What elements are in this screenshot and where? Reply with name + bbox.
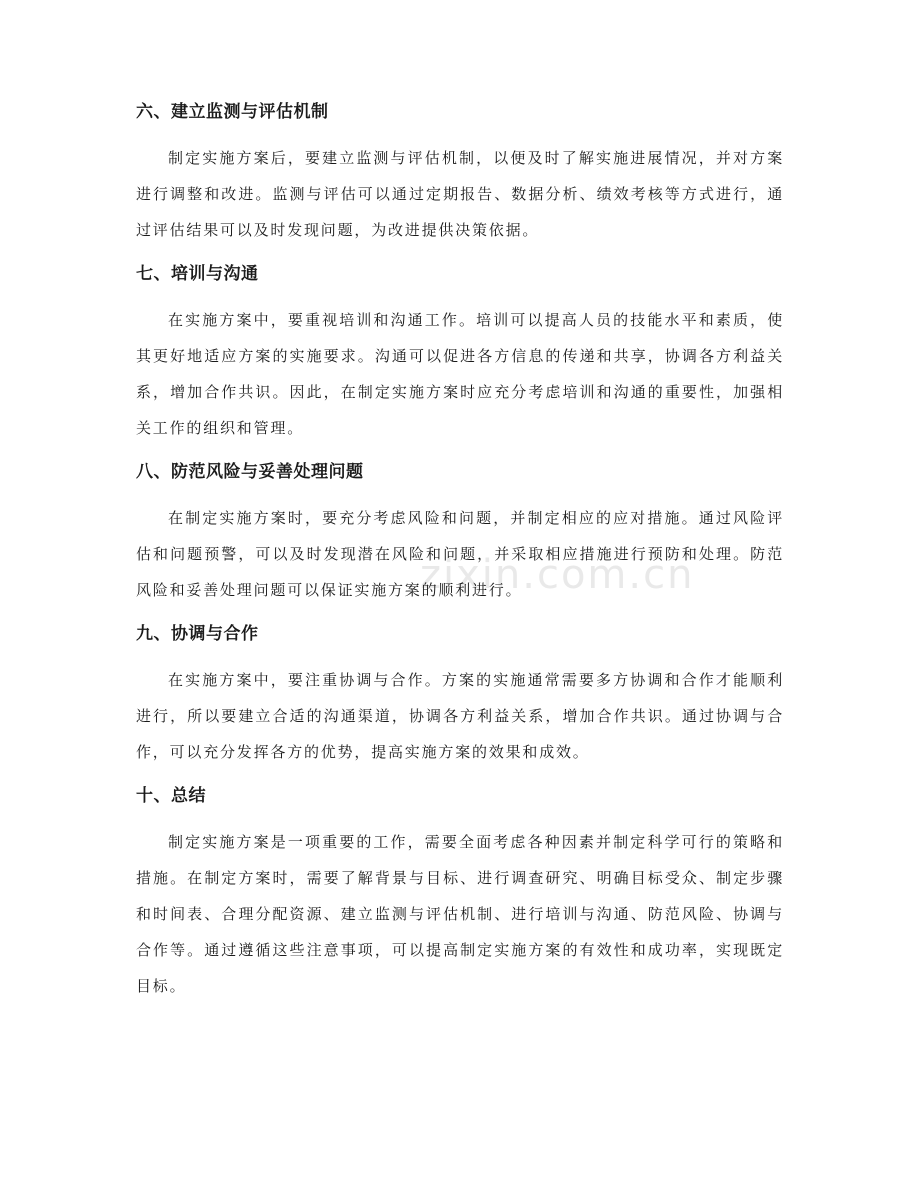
section-paragraph: 在实施方案中，要注重协调与合作。方案的实施通常需要多方协调和合作才能顺利进行，所以要建立合适的沟通渠道，协调各方利益关系，增加合作共识。通过协调与合作，可以充分发挥各方的优势，提高实施方案的效果和成效。 [136,671,784,761]
section-paragraph: 制定实施方案后，要建立监测与评估机制，以便及时了解实施进展情况，并对方案进行调整和改进。监测与评估可以通过定期报告、数据分析、绩效考核等方式进行，通过评估结果可以及时发现问题，为改进提供决策依据。 [136,149,784,239]
section-heading: 六、建立监测与评估机制 [136,102,329,122]
section-training [136,262,784,446]
section-paragraph: 在实施方案中，要重视培训和沟通工作。培训可以提高人员的技能水平和素质，使其更好地适应方案的实施要求。沟通可以促进各方信息的传递和共享，协调各方利益关系，增加合作共识。因此，在制定实施方案时应充分考虑培训和沟通的重要性，加强相关工作的组织和管理。 [136,311,784,437]
section-cooperation [136,622,784,770]
section-paragraph: 在制定实施方案时，要充分考虑风险和问题，并制定相应的应对措施。通过风险评估和问题预警，可以及时发现潜在风险和问题，并采取相应措施进行预防和处理。防范风险和妥善处理问题可以保证实施方案的顺利进行。 [136,509,784,599]
section-heading: 十、总结 [136,786,206,806]
watermark: zixin.com.cn [420,552,695,598]
section-risk [136,460,784,608]
section-paragraph: 制定实施方案是一项重要的工作，需要全面考虑各种因素并制定科学可行的策略和措施。在制定方案时，需要了解背景与目标、进行调查研究、明确目标受众、制定步骤和时间表、合理分配资源、建立监测与评估机制、进行培训与沟通、防范风险、协调与合作等。通过遵循这些注意事项，可以提高制定实施方案的有效性和成功率，实现既定目标。 [136,833,784,995]
section-monitoring [136,100,784,248]
section-summary [136,784,784,1004]
section-heading: 七、培训与沟通 [136,264,259,284]
document-body [136,100,784,1004]
section-heading: 八、防范风险与妥善处理问题 [136,462,364,482]
section-heading: 九、协调与合作 [136,624,259,644]
